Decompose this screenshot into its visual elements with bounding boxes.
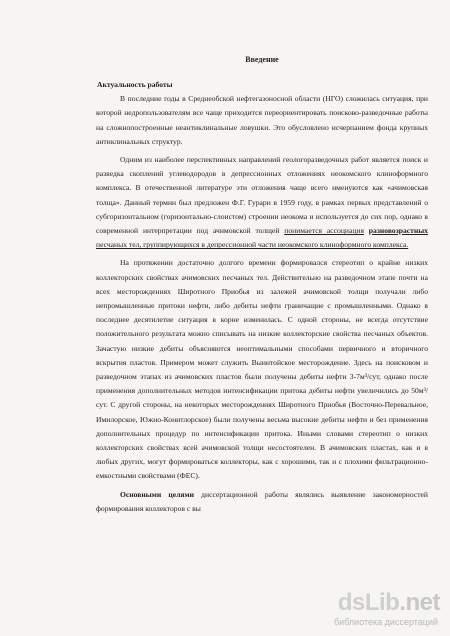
document-body <box>96 54 428 516</box>
watermark-logo <box>338 590 440 616</box>
watermark <box>320 590 440 632</box>
paragraph-2 <box>96 153 428 252</box>
paragraph-2-text: Одним из наиболее перспективных направлений геологоразведочных работ является поиск и разведка скоплений углеводородов в депрессионных отложениях неокомского клиноформного комплекса. В отечественной литературе эти отложения чаще всего именуются как «ачимовская толща». Данный термин был предложен Ф.Г. Гурари в 1959 году, в рамках первых представлений о субгоризонтальном (горизонтально-слоистом) строении неокома и используется до сих пор, однако в современной интерпретации под ачимовской толщей <box>96 155 428 236</box>
paragraph-goals <box>96 488 428 516</box>
watermark-logo-tld: .net <box>399 589 440 616</box>
section-subtitle: Актуальность работы <box>97 80 173 89</box>
paragraph-3: На протяжении достаточно долгого времени формировался стереотип о крайне низких коллекторских свойствах ачимовских песчаных тел. Действительно на разведочном этапе почти на всех месторождениях Широтного Приобья из залежей ачимовской толщи получали либо непромышленные притоки нефти, либо дебиты нефти граничащие с промышленными. Однако в последнее десятилетие ситуация в корне изменилась. С одной стороны, не всегда отсутствие положительного результата можно списывать на низкие коллекторские свойства песчаных объектов. Зачастую низкие дебиты объясняются неоптимальными способами первичного и вторичного вскрытия пластов. Примером может служить Выинтойское месторождение. Здесь на поисковом и разведочном этапах из ачимовских пластов были получены дебиты нефти 3-7м³/сут, однако после применения дополнительных методов интенсификации притока дебиты нефти увеличились до 50м³/сут. С другой стороны, на некоторых месторождениях Широтного Приобья (Восточно-Перевальное, Имилорское, Южно-Конитлорское) были получены весьма высокие дебиты нефти и без применения дополнительных процедур по интенсификации притока. Иными словами стереотип о низких коллекторских свойствах всей ачимовской толщи несостоятелен. В ачимовских пластах, как и в любых других, могут формироваться коллекторы, как с хорошими, так и с плохими фильтрационно-емкостными свойствами (ФЕС). <box>96 258 428 481</box>
underlined-phrase: понимается ассоциация <box>284 226 364 236</box>
goal-bold: Основными целями <box>120 489 195 499</box>
bold-phrase: разновозрастных <box>368 226 428 236</box>
underlined-tail: песчаных тел, группирующихся в депрессионной части неокомского клиноформного комплекса. <box>96 240 409 250</box>
goal-rest: диссертационной работы являлись выявление закономерностей формирования коллекторов с вы <box>96 489 428 513</box>
watermark-logo-main: dsLib <box>337 589 400 616</box>
paragraph-1: В последние годы в Среднеобской нефтегазоносной области (НГО) сложилась ситуация, при которой недропользователям все чаще приходится переориентировать поисково-разведочные работы на сложнопостроенные неантиклинальные ловушки. Это обусловлено исчерпанием фонда крупных антиклинальных структур. <box>96 94 428 146</box>
watermark-caption: библиотека диссертаций <box>333 617 438 627</box>
page-title: Введение <box>245 55 279 64</box>
